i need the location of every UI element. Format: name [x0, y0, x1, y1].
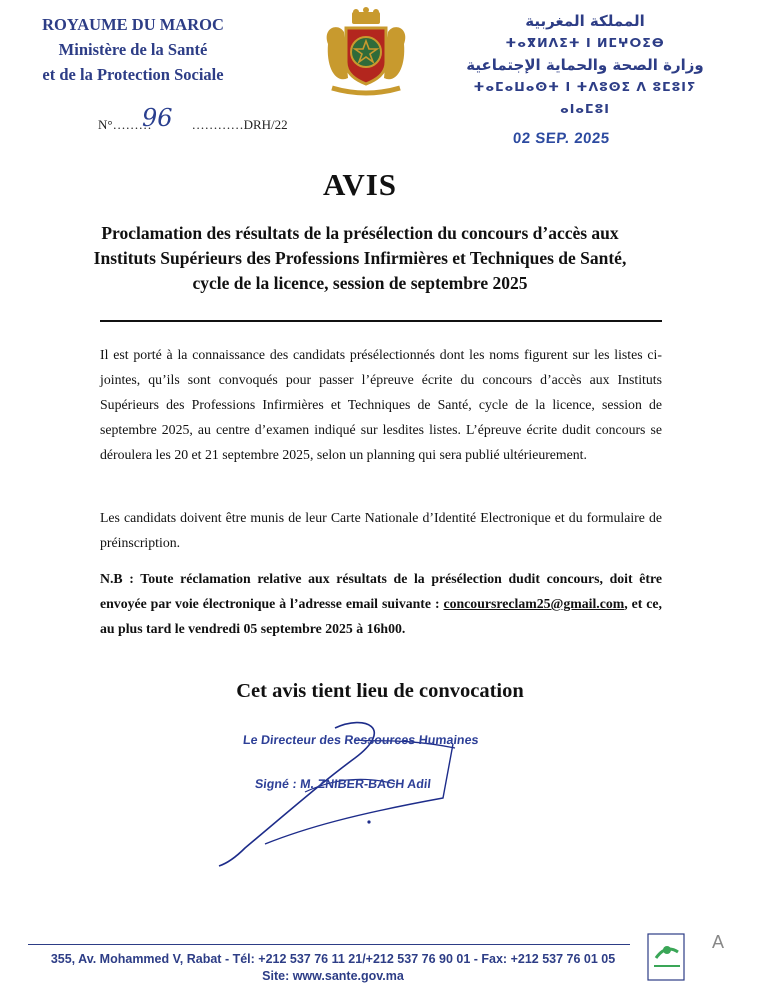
date-stamp: 02 SEP. 2025 [512, 130, 611, 147]
ministry-header-ar [450, 10, 720, 120]
header-tifinagh-ministry: ⵜⴰⵎⴰⵡⴰⵙⵜ ⵏ ⵜⴷⵓⵙⵉ ⴷ ⵓⵎⵓⵏⵢ ⴰⵏⴰⵎⵓⵏ [473, 79, 697, 116]
title-divider [100, 320, 662, 322]
body-paragraph-nb [100, 566, 662, 641]
footer-address: 355, Av. Mohammed V, Rabat - Tél: +212 537 76 11 21/+212 537 76 90 01 - Fax: +212 537 76 01 05 [50, 952, 616, 966]
reference-line [98, 117, 288, 133]
footer-logo-letter: A [712, 932, 725, 952]
body-paragraph-convocation: Il est porté à la connaissance des candidats présélectionnés dont les noms figurent sur les listes ci-jointes, qu’ils sont convoqués pour passer l’épreuve écrite du concours d’accès aux Instituts Supérieurs des Professions Infirmières et Techniques de Santé, cycle de la licence, session de septembre 2025, au centre d’examen indiqué sur lesdites listes. L’épreuve écrite dudit concours se déroulera les 20 et 21 septembre 2025, selon un planning qui sera publié ultérieurement. [100, 347, 662, 462]
footer-website[interactable]: Site: www.sante.gov.ma [262, 969, 404, 983]
reference-suffix: DRH/22 [243, 117, 288, 132]
reference-number: 96 [142, 104, 173, 132]
header-line-kingdom: ROYAUME DU MAROC [42, 15, 224, 34]
royal-emblem-icon [318, 8, 414, 96]
signatory-name: Signé : M. ZNIBER-BACH Adil [254, 777, 432, 791]
reference-prefix: N° [98, 117, 113, 132]
header-line-ministry: Ministère de la Santé [58, 40, 208, 59]
contact-email-link[interactable]: concoursreclam25@gmail.com [443, 596, 625, 611]
reference-dots-left: ……… [112, 117, 152, 132]
reference-dots-right: ………… [191, 117, 244, 132]
signatory-title: Le Directeur des Ressources Humaines [242, 733, 480, 747]
header-tifinagh-kingdom: ⵜⴰⴳⵍⴷⵉⵜ ⵏ ⵍⵎⵖⵔⵉⴱ [505, 35, 665, 50]
nb-deadline-text: , et ce, au plus tard le vendredi 05 septembre 2025 à 16h00. [100, 596, 662, 636]
body-paragraph-documents: Les candidats doivent être munis de leur Carte Nationale d’Identité Electronique et du formulaire de préinscription. [100, 510, 662, 550]
ministry-header-fr [18, 12, 248, 87]
header-line-protection: et de la Protection Sociale [42, 65, 224, 84]
footer-divider [28, 944, 630, 945]
document-title: AVIS [322, 167, 398, 202]
footer-contact [18, 951, 648, 985]
nb-text: N.B : Toute réclamation relative aux résultats de la présélection dudit concours, doit être envoyée par voie électronique à l’adresse email suivante : [100, 571, 662, 611]
document-subtitle: Proclamation des résultats de la présélection du concours d’accès aux Instituts Supérieurs des Professions Infirmières et Techniques de Santé, cycle de la licence, session de septembre 2025 [93, 223, 627, 293]
header-arabic-kingdom: المملكة المغربية [525, 12, 645, 30]
header-arabic-ministry: وزارة الصحة والحماية الإجتماعية [466, 56, 704, 74]
convocation-notice: Cet avis tient lieu de convocation [236, 680, 524, 702]
footer-logo-icon [646, 930, 725, 990]
